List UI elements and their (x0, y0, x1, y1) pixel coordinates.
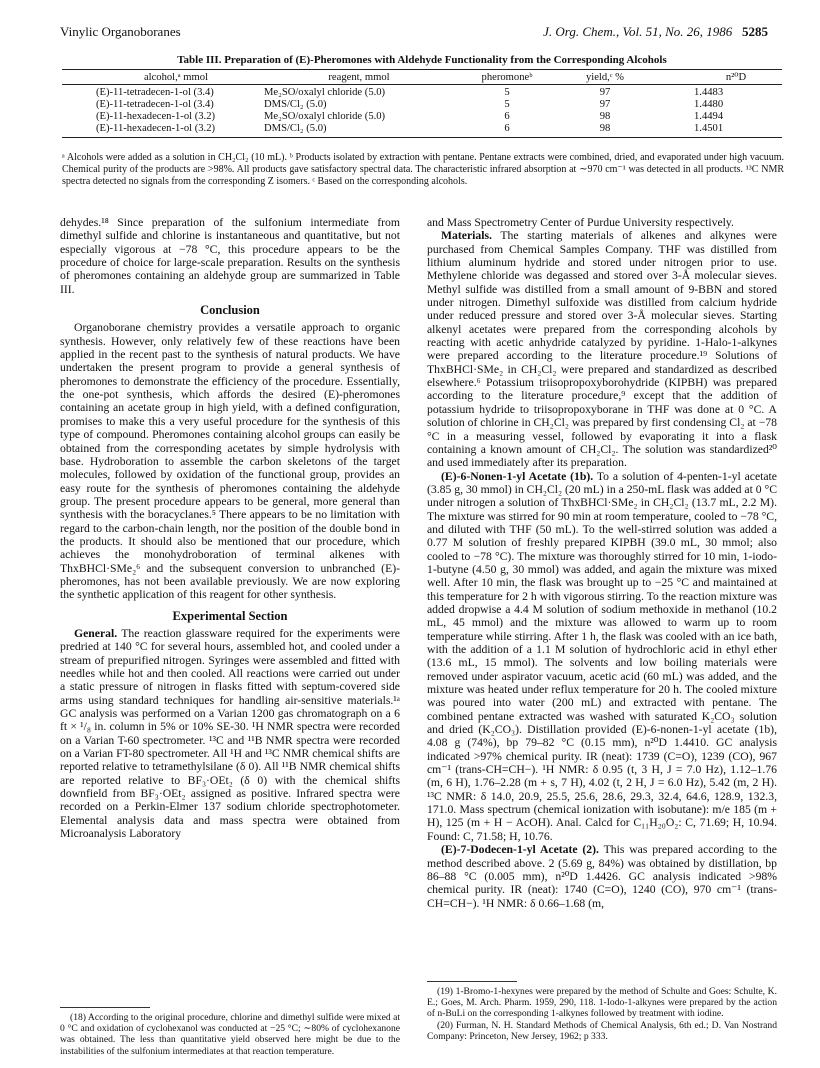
table-cell: 97 (599, 87, 611, 98)
table-cell: 1.4501 (654, 123, 782, 138)
table-row (62, 85, 782, 100)
paragraph-text: The reaction glassware required for the experiments were predried at 140 °C for several hours, assembled hot, and cooled under a stream of prepurified nitrogen. Syringes were assembled and fitted with needles while hot and then cooled. All reactions were carried out under a static pressure of nitrogen in flasks fitted with septum-covered side arms using standard techniques for handling air-sensitive materials.¹ᵃ GC analysis was performed on a Varian 1200 gas chromatograph on a 6 ft × ¹/₈ in. column in 5% or 10% SE-30. ¹H NMR spectra were recorded on a Varian T-60 spectrometer. ¹³C and ¹¹B NMR spectra were recorded on a Varian FT-80 spectrometer. All ¹H and ¹³C NMR chemical shifts are reported relative to tetramethylsilane (δ 0). All ¹¹B NMR chemical shifts are reported relative to BF₃·OEt₂ (δ 0) with the chemical shifts downfield from BF₃·OEt₂ assigned as positive. Infrared spectra were recorded on a Perkin-Elmer 137 sodium chloride spectrophotometer. Elemental analysis data and mass spectra were obtained from Microanalysis Laboratory (60, 626, 400, 841)
column-header: yield,ᶜ % (556, 70, 654, 85)
table-cell: 98 (556, 123, 654, 138)
table-row (62, 111, 782, 123)
paragraph-text: The starting materials of alkenes and alkynes were purchased from Chemical Samples Company. THF was distilled from lithium aluminum hydride and stored under nitrogen prior to use. Methylene chloride was degassed and stored over 3-Å molecular sieves. Methyl sulfide was distilled from a small amount of 9-BBN and stored under nitrogen. Dimethyl sulfoxide was distilled from calcium hydride under reduced pressure and stored over 3-Å molecular sieves. Starting alkenyl acetates were prepared from the corresponding alcohols by reacting with acetic anhydride catalyzed by pyridine. 1-Halo-1-alkynes were prepared according to the literature procedure.¹⁹ Solutions of ThxBHCl·SMe₂ in CH₂Cl₂ were prepared and standardized as described elsewhere.⁶ Potassium triisopropoxyborohydride (KIPBH) was prepared according to the literature procedure,⁹ except that the addition of potassium hydride to triisopropoxyborane in THF was done at 0 °C. A solution of chlorine in CH₂Cl₂ was prepared by first condensing Cl₂ at −78 °C in a measuring vessel, followed by evaporating it into a flask containing a known amount of CH₂Cl₂. The solution was standardized²⁰ and used immediately after its preparation. (427, 229, 777, 470)
paragraph-materials (427, 229, 777, 469)
left-column (60, 216, 400, 840)
paragraph-text: To a solution of 4-penten-1-yl acetate (3.85 g, 30 mmol) in CH₂Cl₂ (20 mL) in a 250-mL flask was added at 0 °C under nitrogen a solution of ThxBHCl·SMe₂ in CH₂Cl₂ (13.7 mL, 2.2 M). The mixture was stirred for 90 min at room temperature, cooled to −78 °C, and diluted with THF (50 mL). To the well-stirred solution was added a 0.77 M solution of freshly prepared KIPBH (39.0 mL, 30 mmol; also cooled to −78 °C). The mixture was thoroughly stirred for 10 min, 1-iodo-1-butyne (4.50 g, 30 mmol) was added, and again the mixture was mixed well. After 10 min, the flask was brought up to −25 °C and maintained at this temperature for 2 h with vigorous stirring. To the reaction mixture was added dropwise a 4.4 M solution of sodium methoxide in methanol (10.2 mL, 45 mmol) and the mixture was allowed to warm up to room temperature while stirring. After 1 h, the flask was cooled with an ice bath, with the addition of a 1.1 M solution of hydrochloric acid in ethyl ether (13.6 mL, 15 mmol). The solvents and low boiling materials were removed under aspirator vacuum, acetic acid (60 mL) was added, and the mixture was heated under reflux temperature for 20 h. The cooled mixture was poured into water (200 mL) and extracted with pentane. The combined pentane extracted was washed with saturated K₂CO₃ solution and dried (K₂CO₃). Distillation provided (E)-6-nonen-1-yl acetate (1b), 4.08 g (74%), bp 79–82 °C (0.15 mm), n²⁰D 1.4410. GC analysis indicated >97% chemical purity. IR (neat): 1739 (C=O), 1239 (CO), 967 cm⁻¹ (trans-CH=CH−). ¹H NMR: δ 0.95 (t, 3 H, J = 7.0 Hz), 1.12–1.76 (m, 6 H), 1.76–2.28 (m + s, 7 H), 4.02 (t, 2 H, J = 6.0 Hz), 5.42 (m, 2 H). ¹³C NMR: δ 14.0, 20.9, 25.5, 25.6, 28.6, 29.3, 32.4, 64.6, 128.9, 132.3, 171.0. Mass spectrum (chemical ionization with isobutane): m/e 185 (m + H), 125 (m + H − AcOH). Anal. Calcd for C₁₁H₂₀O₂: C, 71.69; H, 10.94. Found: C, 71.58; H, 10.76. (427, 469, 777, 843)
table-cell: (E)-11-hexadecen-1-ol (3.2) (96, 111, 216, 122)
table-cell: 5 (504, 99, 510, 110)
table-row (62, 123, 782, 138)
paragraph-text: This was prepared according to the method described above. 2 (5.69 g, 84%) was obtained by distillation, bp 86–88 °C (0.005 mm), n²⁰D 1.4426. GC analysis indicated >98% chemical purity. IR (neat): 1740 (C=O), 1240 (CO), 970 cm⁻¹ (trans-CH=CH−). ¹H NMR: δ 0.66–1.68 (m, (427, 843, 777, 910)
table-cell: 1.4483 (694, 87, 724, 98)
table-cell: 5 (504, 87, 510, 98)
paragraph-dodecenyl (427, 843, 777, 910)
footnotes-right (427, 986, 777, 1042)
table-cell: DMS/Cl₂ (5.0) (260, 123, 458, 138)
footnote-19: (19) 1-Bromo-1-hexynes were prepared by the method of Schulte and Goes: Schulte, K. E.; Goes, M. Arch. Pharm. 1959, 290, 118. 1-Iodo-1-alkynes were prepared by the action of n-BuLi on the corresponding 1-alkynes followed by treatment with iodine. (427, 986, 777, 1020)
table-cell: 6 (504, 111, 510, 122)
footnote-rule-right (427, 981, 517, 982)
paragraph-general (60, 627, 400, 841)
table-header-row (62, 70, 782, 85)
table-row (62, 99, 782, 111)
table-iii (62, 54, 782, 138)
table-cell: 97 (599, 99, 611, 110)
table-cell: 98 (599, 111, 611, 122)
paragraph: and Mass Spectrometry Center of Purdue University respectively. (427, 216, 734, 229)
runin-heading: (E)-7-Dodecen-1-yl Acetate (2). (441, 843, 599, 857)
table-footnotes: ᵃ Alcohols were added as a solution in CH₂Cl₂ (10 mL). ᵇ Products isolated by extraction with pentane. Pentane extracts were combined, dried, and evaporated under high vacuum. Chemical purity of the products are >98%. All products gave satisfactory spectral data. The characteristic infrared absorption at ∼970 cm⁻¹ was detected in all products. ¹³C NMR spectra detected no signals from the corresponding Z isomers. ᶜ Based on the corresponding alcohols. (62, 152, 785, 188)
footnotes-left (60, 1012, 400, 1057)
column-header: n²⁰D (654, 70, 782, 85)
table-cell: 1.4494 (694, 111, 724, 122)
paragraph: Organoborane chemistry provides a versatile approach to organic synthesis. However, only relatively few of these reactions have been applied in the recent past to the synthesis of natural products. We have undertaken the present program to provide a general synthesis of pheromones to demonstrate the efficiency of the procedure. Essentially, the one-pot synthesis, which affords the desired (E)-pheromones containing an acetate group in high yield, with a defined configuration, promises to make this a very useful procedure for the synthesis of this type of compound. Pheromones containing alcohol groups can easily be obtained from the corresponding acetates by simple hydrolysis with base. Hydroboration to assemble the carbon skeletons of the target molecules, followed by oxidation of the functional group, provides an easy route for the synthesis of pheromones containing the aldehyde group. The present procedure appears to be general, more general than synthesis with the boracyclanes.⁵ There appears to be no limitation with regard to the carbon-chain length, nor the position of the double bond in the products. It should also be mentioned that our procedure, which achieves the monohydroboration of terminal alkenes with ThxBHCl·SMe₂⁶ and the subsequent conversion to unbranched (E)-pheromones, has not been available previously. We are now exploring the synthetic application of this reagent for other synthesis. (60, 321, 400, 602)
footnote-rule-left (60, 1007, 150, 1008)
table-cell: 1.4480 (694, 99, 724, 110)
paragraph-nonenyl (427, 470, 777, 844)
running-head-title: Vinylic Organoboranes (60, 24, 181, 39)
running-head (60, 24, 768, 40)
page-number: 5285 (742, 24, 768, 39)
column-header: pheromoneᵇ (458, 70, 556, 85)
table-cell: (E)-11-tetradecen-1-ol (3.4) (96, 99, 214, 110)
table-cell: (E)-11-hexadecen-1-ol (3.2) (62, 123, 260, 138)
runin-heading: (E)-6-Nonen-1-yl Acetate (1b). (441, 469, 594, 483)
column-header: reagent, mmol (260, 70, 458, 85)
pheromone-table (62, 69, 782, 138)
table-cell: (E)-11-tetradecen-1-ol (3.4) (96, 87, 214, 98)
footnote-18: (18) According to the original procedure, chlorine and dimethyl sulfide were mixed at 0 °C and oxidation of cyclohexanol was conducted at −25 °C; ∼80% of cyclohexanone was obtained. The less than quantitative yield observed here might be due to the instabilities of the sulfonium intermediates at that reaction temperature. (60, 1012, 400, 1057)
table-cell: 6 (458, 123, 556, 138)
table-cell: Me₂SO/oxalyl chloride (5.0) (264, 111, 386, 122)
column-header: alcohol,ᵃ mmol (62, 70, 260, 85)
footnote-20: (20) Furman, N. H. Standard Methods of Chemical Analysis, 6th ed.; D. Van Nostrand Company: Princeton, New Jersey, 1962; p 333. (427, 1019, 777, 1042)
paragraph: dehydes.¹⁸ Since preparation of the sulfonium intermediate from dimethyl sulfide and chlorine is instantaneous and quantitative, but not especially vigorous at −78 °C, this procedure appears to be the procedure of choice for large-scale preparation. Results on the synthesis of pheromones containing an aldehyde group are summarized in Table III. (60, 216, 400, 296)
table-cell: DMS/Cl₂ (5.0) (264, 99, 327, 110)
running-head-journal (543, 24, 768, 40)
section-title-experimental: Experimental Section (172, 608, 288, 623)
table-caption: Table III. Preparation of (E)-Pheromones with Aldehyde Functionality from the Corresponding Alcohols (177, 54, 667, 66)
runin-heading: General. (74, 626, 118, 640)
table-cell: Me₂SO/oxalyl chloride (5.0) (264, 87, 386, 98)
runin-heading: Materials. (441, 229, 492, 243)
right-column (427, 216, 777, 910)
journal-citation: J. Org. Chem., Vol. 51, No. 26, 1986 (543, 24, 733, 39)
section-title-conclusion: Conclusion (200, 303, 260, 318)
